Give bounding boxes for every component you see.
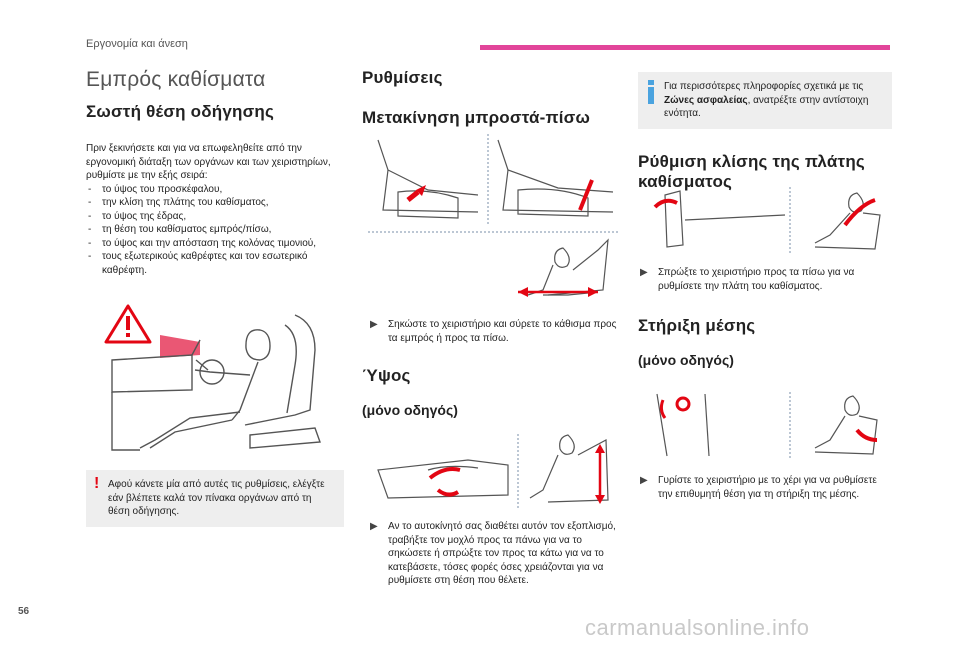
fore-aft-illustration xyxy=(368,130,620,308)
heading-driving-position: Σωστή θέση οδήγησης xyxy=(86,102,275,121)
lumbar-section xyxy=(638,316,892,368)
watermark: carmanualsonline.info xyxy=(585,615,810,640)
warning-box xyxy=(86,470,344,527)
arrow-bullet-icon: ▶ xyxy=(370,319,378,330)
list-item: - τους εξωτερικούς καθρέφτες και τον εσωτερικό καθρέφτη. xyxy=(86,250,344,277)
instruction-height xyxy=(370,520,624,588)
warning-text: Αφού κάνετε μία από αυτές τις ρυθμίσεις, ελέγξτε εάν βλέπετε καλά τον πίνακα οργάνων από τη θέση οδήγησης. xyxy=(108,479,325,517)
heading-height: Ύψος xyxy=(362,366,411,385)
instruction-text: Αν το αυτοκίνητό σας διαθέτει αυτόν τον εξοπλισμό, τραβήξτε τον μοχλό προς τα πάνω για να το σηκώσετε ή σπρώξτε τον προς τα κάτω για να το κατεβάσετε, τόσες φορές όσες χρειάζονται για να ρυθμίσετε στη θέση που θέλετε. xyxy=(388,521,616,586)
backrest-illustration xyxy=(645,185,885,255)
instruction-fore-aft xyxy=(370,318,620,345)
running-head: Εργονομία και άνεση xyxy=(86,38,188,50)
heading-backrest: Ρύθμιση κλίσης της πλάτης καθίσματος xyxy=(638,152,865,191)
info-text-pre: Για περισσότερες πληροφορίες σχετικά με τις xyxy=(664,81,864,92)
warning-exclamation-icon: ! xyxy=(94,475,100,492)
heading-driver-only: (μόνο οδηγός) xyxy=(362,402,458,418)
adjust-order-list xyxy=(86,183,344,278)
arrow-bullet-icon: ▶ xyxy=(370,521,378,532)
instruction-lumbar xyxy=(640,474,892,501)
page-number: 56 xyxy=(18,606,30,617)
info-icon xyxy=(648,80,654,104)
height-section xyxy=(362,366,624,418)
heading-adjustments: Ρυθμίσεις xyxy=(362,68,443,87)
header-accent-rule xyxy=(480,45,890,50)
info-text-post: , ανατρέξτε στην αντίστοιχη ενότητα. xyxy=(664,94,869,119)
lumbar-illustration xyxy=(645,390,885,460)
list-item: - το ύψος της έδρας, xyxy=(86,210,344,224)
list-item: - τη θέση του καθίσματος εμπρός/πίσω, xyxy=(86,223,344,237)
list-item: - το ύψος και την απόσταση της κολόνας τιμονιού, xyxy=(86,237,344,251)
arrow-bullet-icon: ▶ xyxy=(640,267,648,278)
instruction-text: Σπρώξτε το χειριστήριο προς τα πίσω για να ρυθμίσετε την πλάτη του καθίσματος. xyxy=(658,267,855,292)
height-illustration xyxy=(368,430,620,510)
warning-triangle-icon xyxy=(106,306,150,342)
column-front-seats xyxy=(86,68,344,277)
heading-lumbar: Στήριξη μέσης xyxy=(638,316,756,335)
arrow-bullet-icon: ▶ xyxy=(640,475,648,486)
info-box xyxy=(638,72,892,129)
instruction-text: Σηκώστε το χειριστήριο και σύρετε το κάθισμα προς τα εμπρός ή προς τα πίσω. xyxy=(388,319,617,344)
intro-paragraph: Πριν ξεκινήσετε και για να επωφεληθείτε από την εργονομική διάταξη των οργάνων και των χειριστηρίων, ρυθμίστε με την εξής σειρά: xyxy=(86,143,331,181)
column-adjustments xyxy=(362,68,624,128)
driving-position-illustration xyxy=(100,300,340,462)
instruction-text: Γυρίστε το χειριστήριο με το χέρι για να ρυθμίσετε την επιθυμητή θέση για τη στήριξη της μέσης. xyxy=(658,475,877,500)
list-item: - το ύψος του προσκέφαλου, xyxy=(86,183,344,197)
section-title: Εμπρός καθίσματα xyxy=(86,68,266,91)
heading-lumbar-driver-only: (μόνο οδηγός) xyxy=(638,352,734,368)
info-link-seat-belts: Ζώνες ασφαλείας xyxy=(664,94,748,106)
list-item: - την κλίση της πλάτης του καθίσματος, xyxy=(86,196,344,210)
instruction-backrest xyxy=(640,266,892,293)
heading-fore-aft: Μετακίνηση μπροστά-πίσω xyxy=(362,108,591,127)
